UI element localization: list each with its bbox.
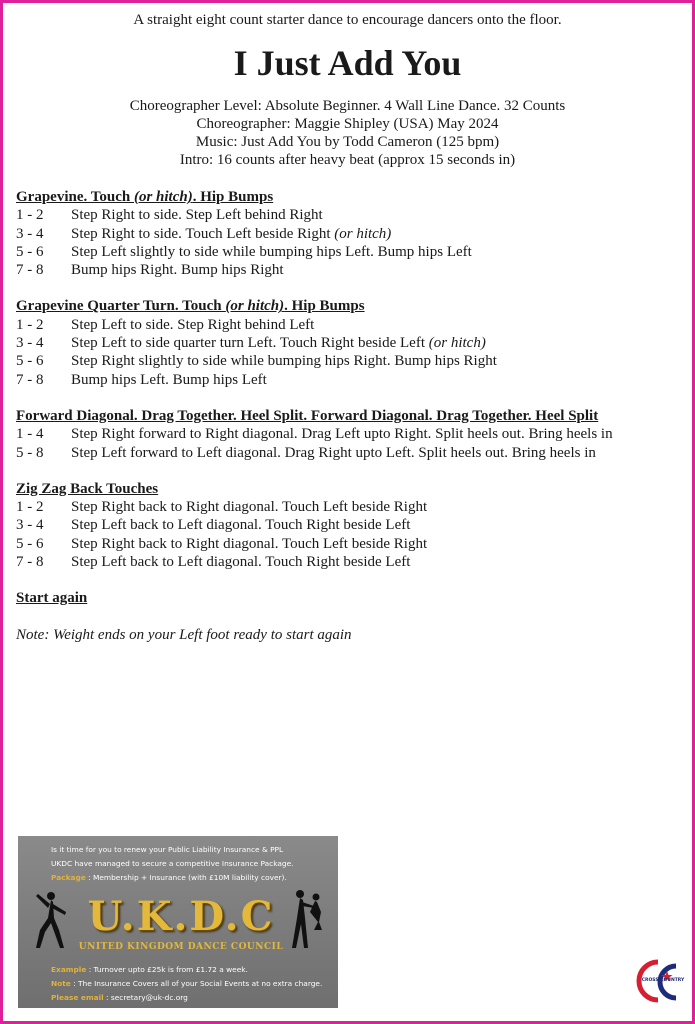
step-count: 5 - 6 [16,243,44,260]
dance-title: I Just Add You [233,43,462,83]
step-row [16,535,686,553]
step-row [16,425,686,443]
ad-example: Example : Turnover upto £25k is from £1.72 a week. [51,965,248,974]
ad-intro-1: Is it time for you to renew your Public Liability Insurance & PPL [51,845,284,854]
step-count: 1 - 2 [16,207,44,224]
step-desc: Step Left to side quarter turn Left. Touch Right beside Left (or hitch) [71,335,486,352]
section-title: Forward Diagonal. Drag Together. Heel Split. Forward Diagonal. Drag Together. Heel Split [16,407,599,424]
ukdc-logo: U.K.D.C [87,893,275,940]
step-desc: Step Right forward to Right diagonal. Drag Left upto Right. Split heels out. Bring heels in [71,426,613,443]
step-count: 5 - 8 [16,444,44,461]
step-count: 1 - 2 [16,499,44,516]
section-zig-zag [16,480,686,571]
step-desc: Step Left slightly to side while bumping hips Left. Bump hips Left [71,243,472,260]
step-row [16,334,686,352]
step-row [16,516,686,534]
step-row [16,316,686,334]
step-desc: Step Right back to Right diagonal. Touch Left beside Right [71,499,428,516]
ukdc-insurance-ad [18,836,338,1008]
step-sheet [16,188,686,644]
step-desc: Bump hips Left. Bump hips Left [71,371,267,388]
step-desc: Step Left back to Left diagonal. Touch Right beside Left [71,517,411,534]
step-count: 1 - 2 [16,316,44,333]
ad-intro-2: UKDC have managed to secure a competitive Insurance Package. [51,859,294,868]
step-desc: Bump hips Right. Bump hips Right [71,262,284,279]
step-desc: Step Right to side. Touch Left beside Right (or hitch) [71,225,392,242]
step-count: 3 - 4 [16,225,44,242]
start-again: Start again [16,590,88,607]
step-count: 5 - 6 [16,535,44,552]
step-count: 7 - 8 [16,262,44,279]
tagline: A straight eight count starter dance to encourage dancers onto the floor. [133,12,562,28]
step-count: 7 - 8 [16,371,44,388]
step-row [16,261,686,279]
ad-note: Note : The Insurance Covers all of your Social Events at no extra charge. [51,979,323,988]
step-count: 3 - 4 [16,335,44,352]
step-row [16,371,686,389]
dance-meta [0,97,695,169]
section-grapevine [16,188,686,279]
step-row [16,243,686,261]
meta-level: Choreographer Level: Absolute Beginner. 4 Wall Line Dance. 32 Counts [129,98,566,114]
meta-music: Music: Just Add You by Todd Cameron (125 bpm) [195,134,500,150]
step-row [16,225,686,243]
ukdc-council-name: UNITED KINGDOM DANCE COUNCIL [78,942,284,952]
step-desc: Step Left back to Left diagonal. Touch Right beside Left [71,554,411,571]
ad-email: Please email : secretary@uk-dc.org [51,993,188,1002]
step-count: 7 - 8 [16,554,44,571]
step-row [16,553,686,571]
step-desc: Step Right back to Right diagonal. Touch Left beside Right [71,535,428,552]
section-title: Grapevine Quarter Turn. Touch (or hitch). Hip Bumps [16,298,365,315]
ad-package: Package : Membership + Insurance (with £10M liability cover). [51,873,287,882]
step-count: 3 - 4 [16,517,44,534]
step-row [16,352,686,370]
section-forward-diagonal [16,407,686,462]
step-row [16,498,686,516]
step-row [16,206,686,224]
weight-note: Note: Weight ends on your Left foot ready to start again [16,626,352,643]
section-grapevine-quarter-turn [16,297,686,388]
step-desc: Step Left to side. Step Right behind Left [71,316,315,333]
step-desc: Step Right to side. Step Left behind Right [71,207,323,224]
cross-country-text: CROSS COUNTRY [641,978,685,983]
step-count: 1 - 4 [16,426,44,443]
step-row [16,444,686,462]
step-desc: Step Right slightly to side while bumping hips Right. Bump hips Right [71,353,497,370]
meta-choreographer: Choreographer: Maggie Shipley (USA) May 2024 [196,116,499,132]
section-title: Zig Zag Back Touches [16,480,159,497]
step-desc: Step Left forward to Left diagonal. Drag Right upto Left. Split heels out. Bring heels in [71,444,596,461]
section-title: Grapevine. Touch (or hitch). Hip Bumps [16,189,274,205]
step-count: 5 - 6 [16,353,44,370]
meta-intro: Intro: 16 counts after heavy beat (approx 15 seconds in) [179,152,516,168]
